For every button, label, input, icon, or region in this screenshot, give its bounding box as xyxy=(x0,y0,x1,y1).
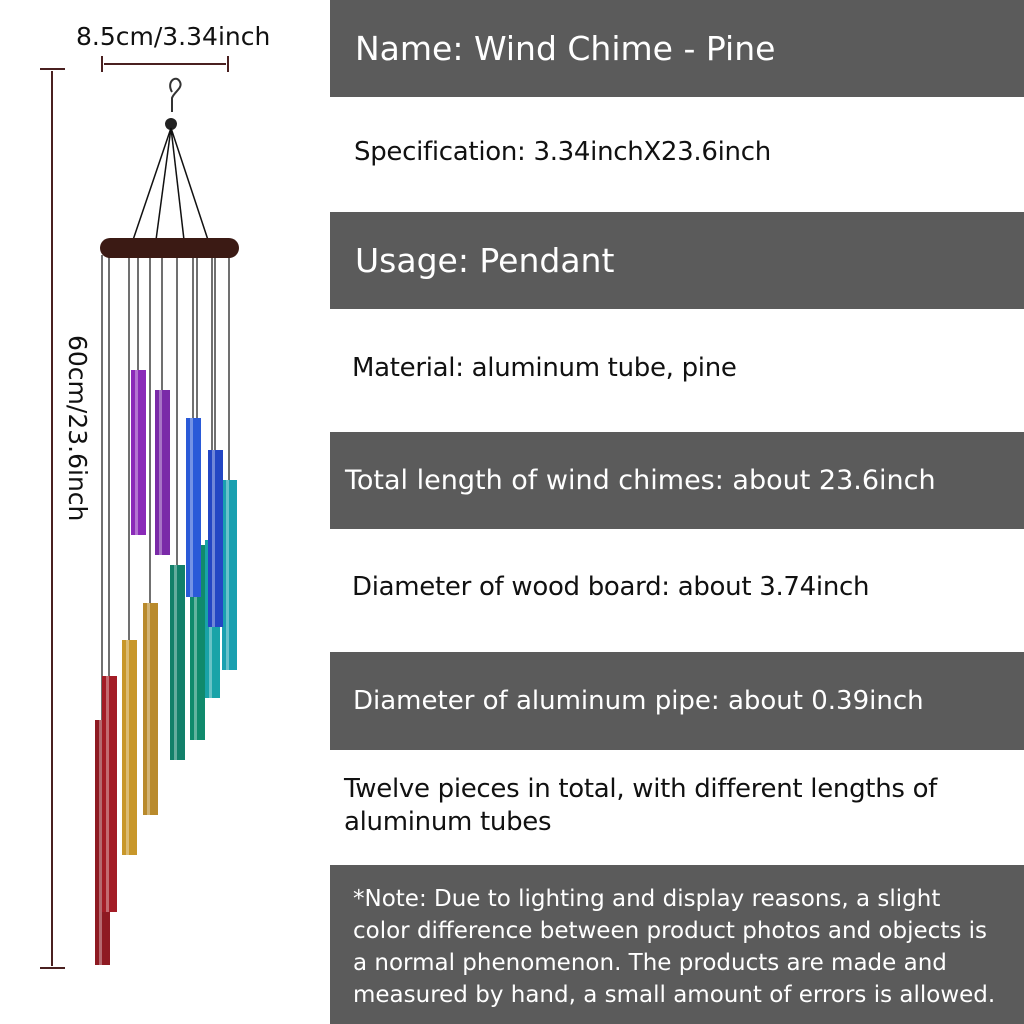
usage-panel xyxy=(330,212,1024,309)
wind-chime-image xyxy=(0,0,330,1024)
note-panel xyxy=(330,865,1024,1024)
specification-text: Specification: 3.34inchX23.6inch xyxy=(354,137,771,167)
usage-text: Usage: Pendant xyxy=(355,241,615,280)
name-panel xyxy=(330,0,1024,97)
chime-tube xyxy=(131,370,146,535)
chime-tube xyxy=(222,480,237,670)
chime-tube xyxy=(208,450,223,627)
material-text: Material: aluminum tube, pine xyxy=(352,353,737,383)
wood-ring xyxy=(100,238,239,258)
height-dimension-line xyxy=(40,69,65,968)
hook-icon xyxy=(170,79,180,112)
height-label: 60cm/23.6inch xyxy=(63,335,92,522)
note-text: *Note: Due to lighting and display reasons, a slight color difference between product photos and objects is a normal phenomenon. The products are made and measured by hand, a small amount of errors is allowed. xyxy=(353,886,996,1008)
wood-diameter-text: Diameter of wood board: about 3.74inch xyxy=(352,572,870,602)
pieces-text-2: aluminum tubes xyxy=(344,807,552,837)
chime-tube xyxy=(102,676,117,912)
chime-tube xyxy=(186,418,201,597)
chime-tube xyxy=(143,603,158,815)
chime-tube xyxy=(122,640,137,855)
pipe-diameter-panel xyxy=(330,652,1024,750)
width-label: 8.5cm/3.34inch xyxy=(76,22,271,51)
width-dimension-line xyxy=(102,56,228,72)
total-length-text: Total length of wind chimes: about 23.6inch xyxy=(345,465,936,496)
pipe-diameter-text: Diameter of aluminum pipe: about 0.39inch xyxy=(353,686,924,716)
pieces-text-1: Twelve pieces in total, with different lengths of xyxy=(344,774,938,804)
chime-tube xyxy=(170,565,185,760)
product-name: Name: Wind Chime - Pine xyxy=(355,29,776,68)
total-length-panel xyxy=(330,432,1024,529)
chime-tube xyxy=(155,390,170,555)
